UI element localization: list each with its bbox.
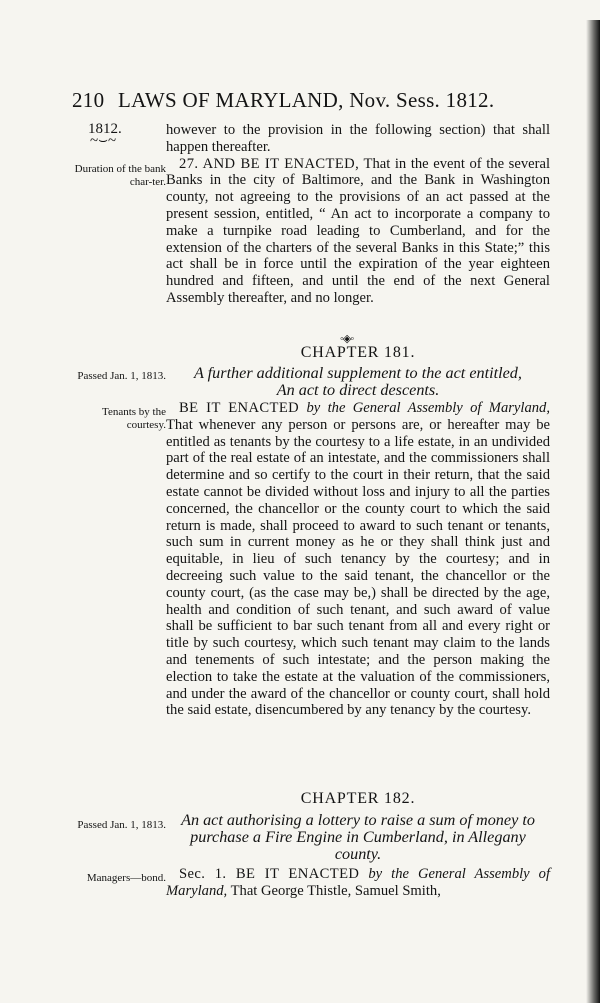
chapter-181-body [166, 400, 550, 719]
chapter-181-title-line1: A further additional supplement to the act entitled, [194, 364, 522, 382]
chapter-182-lead: Sec. 1. BE IT ENACTED [179, 866, 360, 882]
swash-ornament: ~⌣~ [90, 133, 117, 149]
year-margin [74, 121, 166, 149]
chapter-181-paragraph [166, 400, 550, 719]
year-mark: 1812. [88, 121, 122, 137]
chapter-182-paragraph [166, 866, 550, 900]
section-27-text: That in the event of the several Banks in the city of Baltimore, and the Bank in Washington county, not agreeing to the provisions of an act passed at the present session, entitled, “ An act to incorporate a company to make a turnpike road leading to Cumberland, and for the extension of the charters of the several Banks in this State;” this act shall be in force until the expiration of the year eighteen hundred and fifteen, and until the end of the next General Assembly thereafter, and no longer. [166, 155, 550, 306]
scan-edge-shadow [586, 20, 600, 1003]
running-title: LAWS OF MARYLAND, Nov. Sess. 1812. [117, 88, 495, 112]
margin-note-tenants: Tenants by the courtesy. [102, 406, 166, 431]
section-27-paragraph [166, 156, 550, 307]
passed-date-181: Passed Jan. 1, 1813. [77, 370, 166, 382]
section-27-lead: 27. AND BE IT ENACTED, [179, 155, 360, 172]
page-number: 210 [72, 88, 105, 112]
divider-ornament: ◦◈◦ [340, 333, 354, 345]
chapter-181-lead-italic: by the General Assembly of Maryland, [306, 400, 550, 416]
margin-note-duration: Duration of the bank char-ter. [74, 163, 166, 188]
passed-date-182: Passed Jan. 1, 1813. [77, 819, 166, 831]
chapter-182-lead-italic: by the General Assembly of Maryland, [166, 866, 551, 899]
chapter-182-heading: CHAPTER 182. [300, 790, 416, 807]
section-27 [166, 122, 550, 307]
chapter-181-lead: BE IT ENACTED [179, 400, 300, 416]
chapter-182-text: That George Thistle, Samuel Smith, [230, 882, 441, 899]
page-header [72, 88, 512, 113]
chapter-181-heading: CHAPTER 181. [300, 344, 416, 361]
chapter-181-title [166, 365, 550, 399]
margin-note-managers: Managers—bond. [86, 872, 166, 884]
chapter-182-body [166, 866, 550, 900]
chapter-181-title-line2: An act to direct descents. [276, 381, 440, 399]
chapter-182-title: An act authorising a lottery to raise a sum of money to purchase a Fire Engine in Cumberland, in Allegany county. [181, 811, 535, 863]
continued-line: however to the provision in the following section) that shall happen thereafter. [166, 122, 550, 155]
chapter-181-text: That whenever any person or persons are, or hereafter may be entitled as tenants by the courtesy to a life estate, in an undivided part of the real estate of an intestate, and the commissioners shall determine and so certify to the court in their return, that the said estate cannot be divided without loss and injury to all the parties concerned, the chancellor or the county court to which the said return is made, shall proceed to award to such tenant or tenants, such sum in current money as he or they shall think just and equitable, in lieu of such tenancy by the courtesy; and in decreeing such value to the said tenant, the chancellor or the county court, (as the case may be,) shall be directed by the age, health and condition of such tenant, and such award of value shall be sufficient to bar such tenant from all and every right or title by such courtesy, which such tenant may claim to the lands and tenements of such intestate; and the person making the election to take the estate at the valuation of the commissioners, and under the award of the chancellor or county court, shall hold the said estate, disencumbered by any tenancy by the courtesy. [166, 416, 550, 719]
